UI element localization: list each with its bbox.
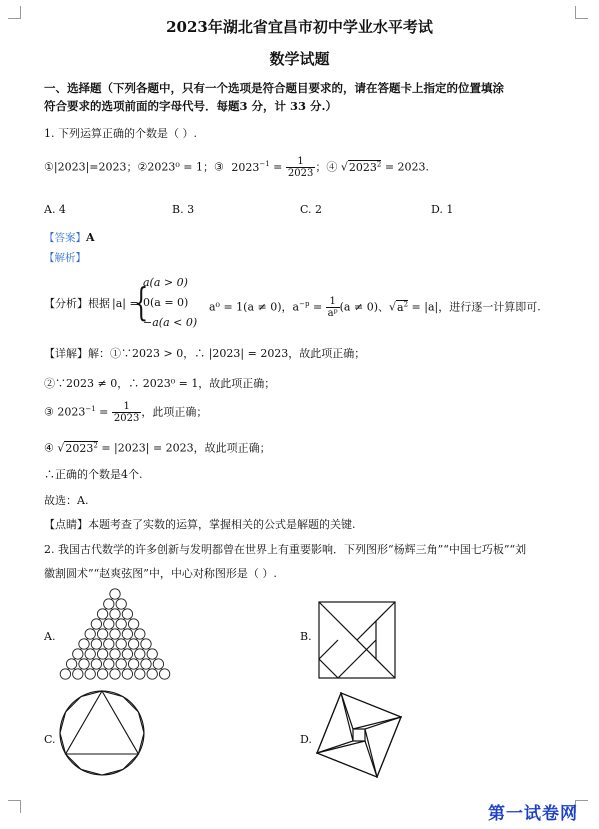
choose-line: 故选：A. <box>44 494 89 507</box>
yanghui-node <box>122 609 132 619</box>
yanghui-node <box>85 669 95 679</box>
pinwheel-triangle-2 <box>365 717 401 777</box>
pinwheel-triangle-1 <box>341 693 401 729</box>
yanghui-node <box>135 629 145 639</box>
yanghui-node <box>110 589 120 599</box>
section-heading-line1: 一、选择题（下列各题中，只有一个选项是符合题目要求的，请在答题卡上指定的位置填涂 <box>44 81 504 95</box>
yanghui-node <box>104 619 114 629</box>
q1-item2-expr: 2023⁰ = 1；③ <box>147 160 224 174</box>
exam-subtitle: 数学试题 <box>269 50 330 68</box>
section-heading-line2: 符合要求的选项前面的字母代号．每题3 分，计 33 分.） <box>44 99 338 113</box>
detail3-num: 1 <box>112 401 141 413</box>
pinwheel-outer <box>317 693 401 777</box>
detail3-label: ③ <box>44 405 58 419</box>
q1-item3-eq: = <box>269 160 286 174</box>
answer-row <box>44 226 95 246</box>
q1-item4-radicand-wrap <box>348 160 381 174</box>
crop-mark-bottom-left <box>8 800 21 813</box>
q1-item4-tail: = 2023. <box>381 160 430 174</box>
yanghui-node <box>97 649 107 659</box>
yanghui-node <box>153 659 163 669</box>
q2-stem-line1: 2. 我国古代数学的许多创新与发明都曾在世界上有重要影响．下列图形“杨辉三角”“中国七巧板”“刘 <box>44 543 527 556</box>
q1-stem: 1. 下列运算正确的个数是（ ）. <box>44 127 197 140</box>
q1-item3-exp: −1 <box>259 159 270 168</box>
yanghui-node <box>116 619 126 629</box>
yanghui-node <box>147 669 157 679</box>
exam-title: 2023年湖北省宜昌市初中学业水平考试 <box>166 18 433 36</box>
piecewise-case-2: 0(a = 0) <box>143 296 189 309</box>
yanghui-node <box>128 619 138 629</box>
fenxi-sqrt-sign: √ <box>389 300 397 314</box>
tangram-line-4 <box>319 659 338 678</box>
fenxi-sqrt-wrap <box>396 300 408 314</box>
detail-line3 <box>44 401 207 424</box>
yanghui-node <box>141 639 151 649</box>
zhaoshuang-figure[interactable] <box>316 692 402 778</box>
yanghui-node <box>110 669 120 679</box>
pinwheel-triangle-3 <box>317 741 377 777</box>
comment-line <box>44 517 356 533</box>
yanghui-node <box>135 649 145 659</box>
tangram-line-3 <box>338 640 376 678</box>
comment-tag: 【点睛】 <box>44 518 88 531</box>
tangram-figure[interactable] <box>318 601 396 679</box>
yanghui-node <box>73 649 83 659</box>
fenxi-tail: = |a|，进行逐一计算即可. <box>408 300 541 314</box>
yanghui-node <box>128 659 138 669</box>
yanghui-node <box>60 669 70 679</box>
detail-line2: ②∵2023 ≠ 0，∴ 2023⁰ = 1，故此项正确； <box>44 377 276 390</box>
fenxi-eq: = <box>309 300 326 314</box>
q1-option-a[interactable]: A. 4 <box>44 203 66 216</box>
detail4-sqrt-sign: √ <box>57 441 65 455</box>
q1-item3-num: 1 <box>286 156 315 168</box>
yanghui-node <box>110 629 120 639</box>
q1-item3-tail: ；④ <box>315 160 338 174</box>
q1-item3-den: 2023 <box>287 168 314 179</box>
yanghui-node <box>104 599 114 609</box>
yanghui-node <box>91 639 101 649</box>
q2-option-b-label[interactable]: B. <box>300 630 312 643</box>
yanghui-node <box>122 649 132 659</box>
fenxi-neg-exp: −p <box>299 300 310 308</box>
watermark-logo: 第一试卷网 <box>488 804 578 824</box>
q1-item1-expr: |2023|=2023；② <box>53 160 148 174</box>
q2-option-c-label[interactable]: C. <box>44 733 56 746</box>
yanghui-node <box>128 639 138 649</box>
yanghui-node <box>147 649 157 659</box>
yanghui-node <box>91 659 101 669</box>
yanghui-node <box>122 629 132 639</box>
yanghui-node <box>79 659 89 669</box>
yanghui-node <box>73 669 83 679</box>
q1-item3-left: 2023 <box>231 160 260 174</box>
detail3-fraction <box>112 401 141 424</box>
pinwheel-triangle-4 <box>317 693 353 753</box>
q1-option-b[interactable]: B. 3 <box>172 203 195 216</box>
yanghui-node <box>85 649 95 659</box>
fenxi-rest <box>209 296 541 319</box>
q1-item1-label: ① <box>44 160 54 174</box>
yanghui-triangle-figure[interactable] <box>55 588 175 680</box>
yanghui-node <box>116 599 126 609</box>
yanghui-node <box>91 619 101 629</box>
yanghui-node <box>122 669 132 679</box>
yanghui-node <box>110 609 120 619</box>
detail4-exp: 2 <box>93 441 98 449</box>
fenxi-num: 1 <box>326 296 340 308</box>
outer-circle <box>60 691 144 775</box>
answer-tag: 【答案】 <box>44 232 86 244</box>
q1-item4-radicand: 2023 <box>348 160 377 174</box>
yanghui-node <box>97 609 107 619</box>
piecewise-case-1: a(a > 0) <box>143 276 188 289</box>
yanghui-node <box>159 669 169 679</box>
yanghui-node <box>85 629 95 639</box>
q2-option-a-label[interactable]: A. <box>44 630 56 643</box>
analysis-tag: 【解析】 <box>44 252 86 264</box>
detail-1: 解：①∵2023 > 0，∴ |2023| = 2023，故此项正确； <box>88 347 366 360</box>
q1-item3-fraction <box>286 156 315 179</box>
detail3-tail: ，此项正确； <box>141 405 208 419</box>
tangram-line-5 <box>319 640 338 659</box>
yanghui-node <box>104 659 114 669</box>
detail4-radicand: 2023 <box>65 441 94 455</box>
fenxi-label: 【分析】根据 <box>44 297 110 310</box>
liuhui-circle-figure[interactable] <box>58 689 146 777</box>
q2-option-d-label[interactable]: D. <box>300 733 312 746</box>
fenxi-cond: (a ≠ 0)、 <box>339 300 389 314</box>
fenxi-sqrt-rad: a <box>397 300 404 314</box>
fenxi-zero: a⁰ = 1(a ≠ 0)，a <box>209 300 300 314</box>
yanghui-node <box>97 629 107 639</box>
yanghui-node <box>110 649 120 659</box>
q2-stem-line2: 徽割圆术”“赵爽弦图”中，中心对称图形是（ ）. <box>44 567 277 580</box>
detail3-den: 2023 <box>113 413 140 425</box>
detail-tag: 【详解】 <box>44 347 88 360</box>
pinwheel-inner-square <box>353 729 365 741</box>
detail3-exp: −1 <box>85 405 96 413</box>
yanghui-node <box>135 669 145 679</box>
q1-option-c[interactable]: C. 2 <box>300 203 323 216</box>
detail3-left: 2023 <box>57 405 86 419</box>
detail4-tail: = |2023| = 2023，故此项正确； <box>97 441 271 455</box>
yanghui-node <box>104 639 114 649</box>
yanghui-node <box>116 639 126 649</box>
q1-item4-exp: 2 <box>376 159 382 168</box>
yanghui-node <box>141 659 151 669</box>
detail3-eq: = <box>95 405 112 419</box>
answer-value: A <box>86 231 95 244</box>
fenxi-den: aᵖ <box>327 308 338 320</box>
fenxi-fraction <box>326 296 340 319</box>
yanghui-node <box>66 659 76 669</box>
detail4-label: ④ <box>44 441 58 455</box>
detail4-sqrt-wrap <box>64 441 97 455</box>
fenxi-abs: |a| = <box>112 297 139 310</box>
piecewise-case-3: −a(a < 0) <box>143 316 198 329</box>
yanghui-node <box>97 669 107 679</box>
detail-line4 <box>44 437 271 457</box>
yanghui-node <box>116 659 126 669</box>
comment-text: 本题考查了实数的运算，掌握相关的公式是解题的关键. <box>88 518 356 531</box>
q1-option-d[interactable]: D. 1 <box>431 203 454 216</box>
fenxi-sqrt-exp: 2 <box>403 300 409 308</box>
detail-line1 <box>44 346 365 362</box>
yanghui-node <box>79 639 89 649</box>
piecewise-brace: { <box>133 280 149 324</box>
count-line: ∴正确的个数是4个. <box>44 468 143 481</box>
q1-items-row <box>44 156 429 179</box>
sqrt-sign: √ <box>340 160 348 174</box>
